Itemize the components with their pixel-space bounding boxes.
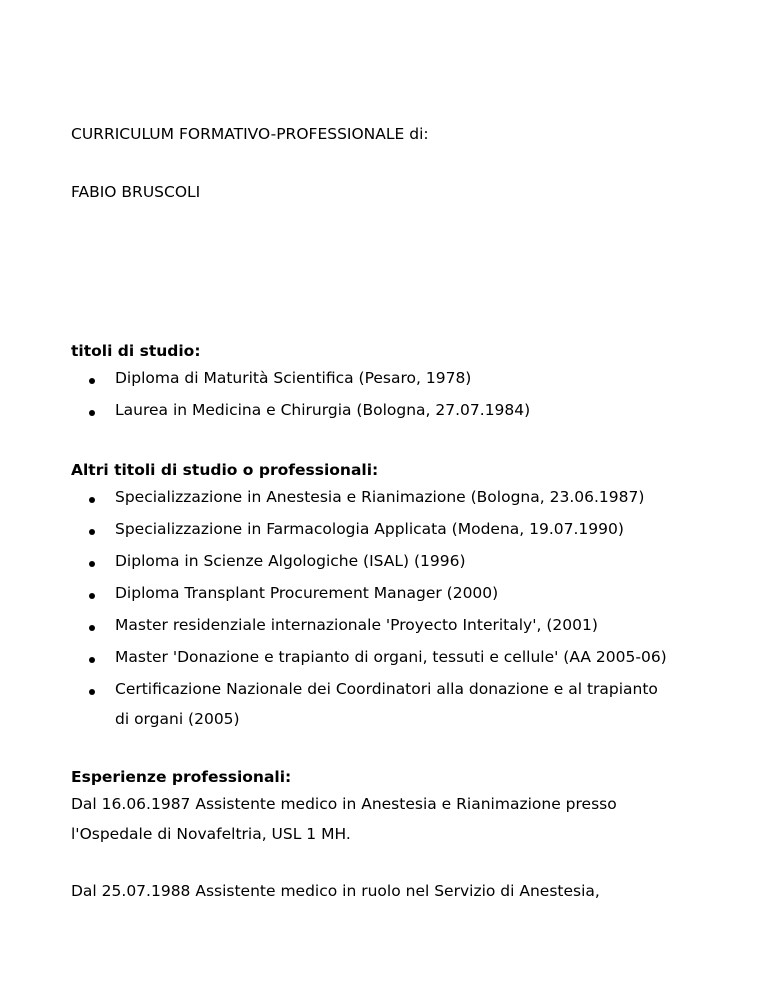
bullet-icon [89,378,95,384]
list-item-text: Specializzazione in Farmacologia Applicata (Modena, 19.07.1990) [115,520,624,538]
bullet-icon [89,410,95,416]
bullet-icon [89,657,95,663]
section-heading-esperienze: Esperienze professionali: [71,768,292,786]
bullet-icon [89,529,95,535]
section-heading-altri-titoli: Altri titoli di studio o professionali: [71,461,379,479]
list-item-text: Diploma in Scienze Algologiche (ISAL) (1996) [115,552,466,570]
bullet-icon [89,593,95,599]
bullet-icon [89,497,95,503]
list-item-text: Specializzazione in Anestesia e Rianimazione (Bologna, 23.06.1987) [115,488,645,506]
list-item-text: Diploma di Maturità Scientifica (Pesaro, 1978) [115,369,472,387]
list-item-text-continuation: di organi (2005) [115,710,240,728]
list-item-text: Diploma Transplant Procurement Manager (2000) [115,584,499,602]
document-title: CURRICULUM FORMATIVO-PROFESSIONALE di: [71,125,429,143]
list-item-text: Master 'Donazione e trapianto di organi, tessuti e cellule' (AA 2005-06) [115,648,667,666]
section-heading-titoli-studio: titoli di studio: [71,342,201,360]
list-item-text: Certificazione Nazionale dei Coordinatori alla donazione e al trapianto [115,680,658,698]
bullet-icon [89,561,95,567]
experience-line: l'Ospedale di Novafeltria, USL 1 MH. [71,825,351,843]
experience-line: Dal 25.07.1988 Assistente medico in ruolo nel Servizio di Anestesia, [71,882,600,900]
bullet-icon [89,689,95,695]
person-name: FABIO BRUSCOLI [71,183,201,201]
list-item-text: Master residenziale internazionale 'Proyecto Interitaly', (2001) [115,616,598,634]
experience-line: Dal 16.06.1987 Assistente medico in Anestesia e Rianimazione presso [71,795,617,813]
bullet-icon [89,625,95,631]
list-item-text: Laurea in Medicina e Chirurgia (Bologna, 27.07.1984) [115,401,531,419]
